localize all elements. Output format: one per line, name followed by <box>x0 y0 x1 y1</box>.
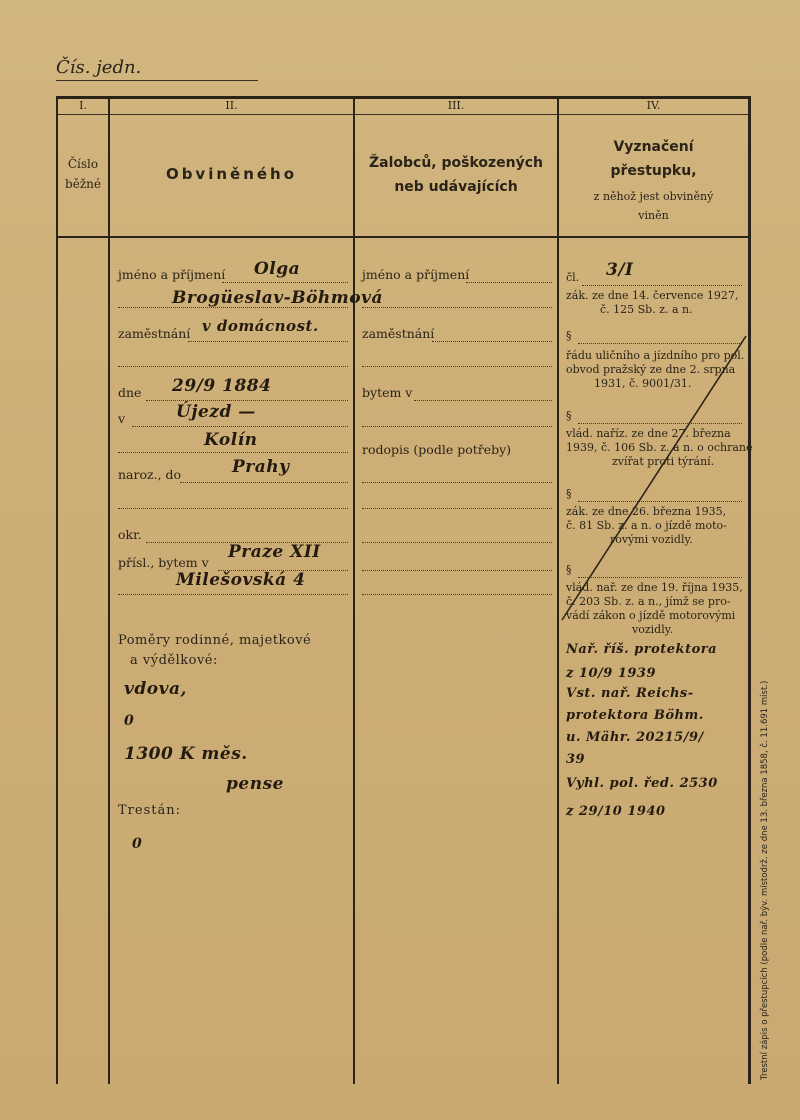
defendant-family-label-2: a výdělkové: <box>130 653 218 668</box>
dotline <box>180 482 348 483</box>
offense-vlad-text-2: 1939, č. 106 Sb. z. a n. o ochraně <box>566 441 753 454</box>
defendant-residence-label: přísl., bytem v <box>118 555 209 570</box>
complainant-rodopis-label: rodopis (podle potřeby) <box>362 442 512 457</box>
offense-cl-value: 3/I <box>606 260 634 280</box>
dotline <box>414 400 552 401</box>
numeral-row-border <box>56 114 750 115</box>
footer-note: Trestní zápis o přestupcích (podle nař. býv. místodrž. ze dne 13. března 1858, č. 11.691 míst.) <box>760 680 770 1080</box>
offense-s3: § <box>566 487 572 500</box>
offense-vlad-text-1: vlád. naříz. ze dne 27. března <box>566 427 731 440</box>
cis-jedn-underline <box>56 80 258 81</box>
offense-vlad2-text-3: vádí zákon o jízdě motorovými <box>566 609 736 622</box>
col-ii-title: Obviněného <box>165 165 298 183</box>
dotline <box>466 282 552 283</box>
dotline <box>118 366 348 367</box>
defendant-family-label-1: Poměry rodinné, majetkové <box>118 633 312 648</box>
defendant-family-value-2: 0 <box>124 713 135 729</box>
defendant-family-value-3: 1300 K měs. <box>124 744 248 764</box>
offense-vlad2-text-1: vlád. nař. ze dne 19. října 1935, <box>566 581 743 594</box>
dotline <box>118 307 348 308</box>
defendant-place-value-2: Kolín <box>204 430 258 450</box>
dotline <box>362 508 552 509</box>
defendant-place-value: Újezd — <box>176 402 256 422</box>
offense-hand-4: protektora Böhm. <box>566 708 704 723</box>
offense-vlad2-text-4: vozidly. <box>632 623 673 636</box>
strike-line <box>556 330 752 630</box>
defendant-name-value: Olga <box>254 259 301 279</box>
dotline <box>118 594 348 595</box>
defendant-date-label: dne <box>118 385 142 400</box>
defendant-family-value-4: pense <box>226 774 284 794</box>
offense-hand-6: 39 <box>566 752 586 767</box>
col-i-numeral: I. <box>79 99 87 112</box>
defendant-date-value: 29/9 1884 <box>172 376 272 396</box>
offense-hand-7: Vyhl. pol. řed. 2530 <box>566 776 718 791</box>
complainant-residence-label: bytem v <box>362 385 413 400</box>
offense-zak-text-1: zák. ze dne 14. července 1927, <box>566 289 739 302</box>
col-iv-sub-2: viněn <box>638 209 669 222</box>
defendant-occupation-value: v domácnost. <box>202 317 319 335</box>
defendant-okr-label: okr. <box>118 527 142 542</box>
dotline <box>362 594 552 595</box>
col-ii-numeral: II. <box>225 99 238 112</box>
offense-hand-1: Nař. říš. protektora <box>566 642 718 657</box>
defendant-residence-value-2: Milešovská 4 <box>176 570 306 590</box>
cis-jedn-label: Čís. jedn. <box>56 57 142 78</box>
offense-zak2-text-1: zák. ze dne 26. března 1935, <box>566 505 727 518</box>
offense-rad-text-1: řádu uličního a jízdního pro pol. <box>566 349 745 362</box>
header-bottom-border <box>56 236 750 238</box>
dotline <box>362 426 552 427</box>
dotline <box>118 508 348 509</box>
offense-hand-5: u. Mähr. 20215/9/ <box>566 730 704 745</box>
col-divider-2 <box>353 96 355 1084</box>
col-i-title-1: Číslo <box>67 157 99 171</box>
defendant-family-value-1: vdova, <box>124 679 187 699</box>
offense-hand-3: Vst. nař. Reichs- <box>566 686 694 701</box>
col-divider-1 <box>108 96 110 1084</box>
table-left-border <box>56 96 58 1084</box>
col-iii-numeral: III. <box>447 99 465 112</box>
offense-hand-8: z 29/10 1940 <box>566 804 666 819</box>
defendant-born-label: naroz., do <box>118 467 182 482</box>
dotline <box>362 307 552 308</box>
defendant-residence-value: Praze XII <box>228 542 321 562</box>
offense-rad-text-3: 1931, č. 9001/31. <box>594 377 692 390</box>
dotline <box>362 570 552 571</box>
offense-zak2-text-3: rovými vozidly. <box>610 533 693 546</box>
complainant-occupation-label: zaměstnání <box>362 326 435 341</box>
offense-s1: § <box>566 329 572 342</box>
complainant-name-label: jméno a příjmení <box>362 267 470 282</box>
dotline <box>146 400 348 401</box>
dotline <box>188 341 348 342</box>
offense-zak-text-2: č. 125 Sb. z. a n. <box>600 303 693 316</box>
defendant-punished-value: 0 <box>132 836 143 852</box>
dotline <box>432 341 552 342</box>
col-iv-sub-1: z něhož jest obviněný <box>593 190 714 203</box>
offense-s2: § <box>566 409 572 422</box>
defendant-v-label: v <box>118 411 126 426</box>
defendant-punished-label: Trestán: <box>118 803 181 818</box>
dotline <box>362 366 552 367</box>
col-iv-title-1: Vyznačení <box>613 139 694 155</box>
col-iii-title-2: neb udávajících <box>394 179 518 195</box>
defendant-name-label: jméno a příjmení <box>118 267 226 282</box>
offense-rad-text-2: obvod pražský ze dne 2. srpna <box>566 363 736 376</box>
dotline <box>222 282 348 283</box>
col-iv-title-2: přestupku, <box>610 163 697 179</box>
dotline <box>582 285 742 286</box>
col-iv-numeral: IV. <box>646 99 661 112</box>
offense-zak2-text-2: č. 81 Sb. z. a n. o jízdě moto- <box>566 519 727 532</box>
dotline <box>132 426 348 427</box>
col-iii-title-1: Žalobců, poškozených <box>368 155 544 171</box>
dotline <box>118 452 348 453</box>
offense-hand-2: z 10/9 1939 <box>566 666 656 681</box>
offense-vlad2-text-2: č. 203 Sb. z. a n., jímž se pro- <box>566 595 731 608</box>
offense-cl-label: čl. <box>566 271 580 284</box>
defendant-occupation-label: zaměstnání <box>118 326 191 341</box>
defendant-born-value: Prahy <box>232 457 290 477</box>
col-i-title-2: běžné <box>65 177 101 191</box>
dotline <box>362 482 552 483</box>
offense-s4: § <box>566 563 572 576</box>
offense-vlad-text-3: zvířat proti týrání. <box>612 455 715 468</box>
defendant-name-value-2: Brogüeslav-Böhmová <box>172 288 383 308</box>
dotline <box>362 542 552 543</box>
